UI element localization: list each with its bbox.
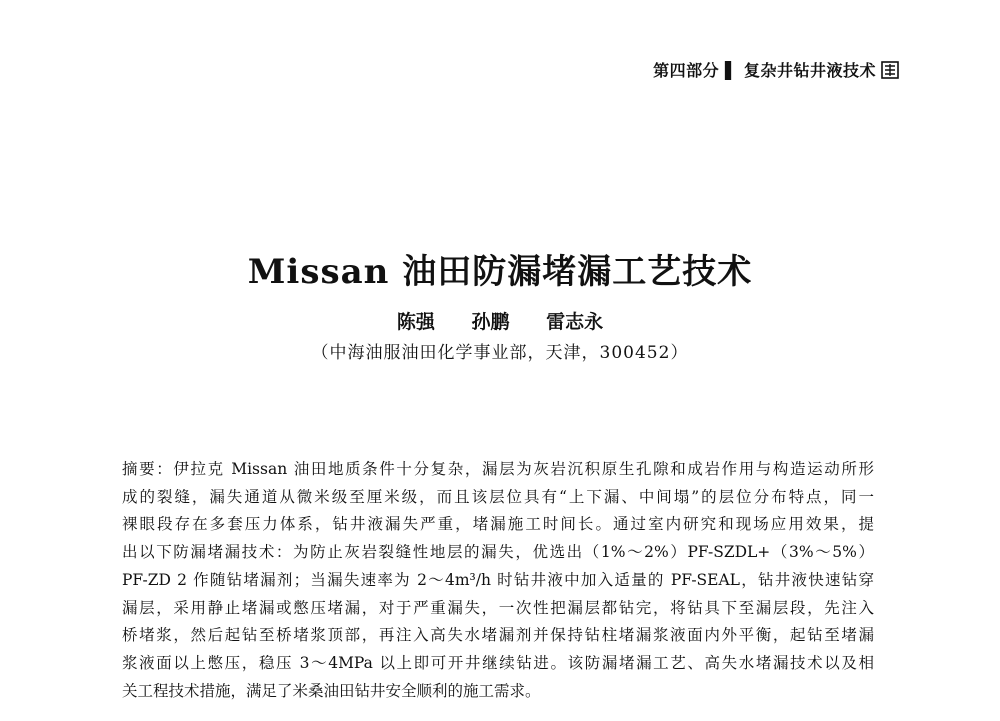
affiliation: （中海油服油田化学事业部，天津，300452）	[311, 343, 689, 363]
paper-title: Missan 油田防漏堵漏工艺技术	[247, 252, 753, 292]
publisher-logo-icon	[880, 60, 900, 84]
author-1: 陈强	[396, 311, 435, 333]
abstract-line: 出以下防漏堵漏技术：为防止灰岩裂缝性地层的漏失，优选出（1%～2%）PF-SZDL+（3%～5%）	[122, 543, 874, 562]
author-3: 雷志永	[546, 311, 604, 333]
running-header	[653, 58, 900, 84]
abstract	[122, 456, 874, 721]
abstract-line: PF-ZD 2 作随钻堵漏剂；当漏失速率为 2～4m³/h 时钻井液中加入适量的 PF-SEAL，钻井液快速钻穿	[122, 570, 874, 589]
abstract-line: 桥堵浆，然后起钻至桥堵浆顶部，再注入高失水堵漏剂并保持钻柱堵漏浆液面内外平衡，起钻至堵漏	[122, 626, 874, 645]
abstract-line: 漏层，采用静止堵漏或憋压堵漏，对于严重漏失，一次性把漏层都钻完，将钻具下至漏层段，先注入	[122, 598, 874, 617]
abstract-line: 摘要：伊拉克 Missan 油田地质条件十分复杂，漏层为灰岩沉积原生孔隙和成岩作用与构造运动所形	[122, 460, 874, 478]
abstract-line: 关工程技术措施，满足了米桑油田钻井安全顺利的施工需求。	[122, 681, 541, 700]
header-topic: 复杂井钻井液技术	[743, 61, 876, 80]
abstract-line: 成的裂缝，漏失通道从微米级至厘米级，而且该层位具有“上下漏、中间塌”的层位分布特点，同一	[122, 487, 874, 506]
abstract-line: 裸眼段存在多套压力体系，钻井液漏失严重，堵漏施工时间长。通过室内研究和现场应用效果，提	[122, 515, 874, 534]
author-2: 孙鹏	[471, 311, 510, 333]
abstract-line: 浆液面以上憋压，稳压 3～4MPa 以上即可开井继续钻进。该防漏堵漏工艺、高失水堵漏技术以及相	[122, 653, 874, 672]
author-list	[0, 307, 1000, 334]
header-separator: ▌	[725, 61, 738, 80]
header-section: 第四部分	[653, 61, 720, 80]
